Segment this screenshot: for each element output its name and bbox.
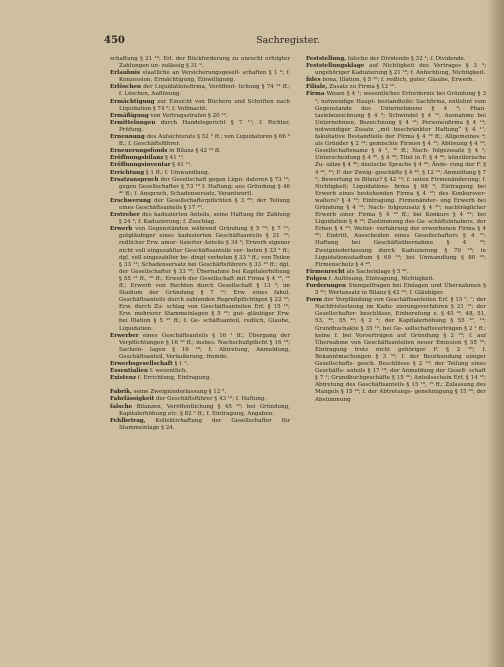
index-text: der Verpfändung von Geschäftsanteilen Erf. § 15 ⁵, ⁷; der Nachfristsetzung im Kadu- zierungsverfahren § 21 ¹²; der Gesellschafter- beschlüsse, Einberufung x. § 45 ³⁰, 48, 51, 53, ⁴⁹, 55 ⁴⁰; § 2 ⁴; der Kapitalerhöhung § 55 ¹⁸, ¹⁹; Grundbuchakte § 35 ¹³; bei Ge- sellschaftsverträgen § 2 ⁵ ff.; keine f. bei Vorverträgen auf Gründung § 2 ²⁸; f. auf Übernahme von Geschäftsanteilen neuer Emission § 55 ²⁹; Eintragung trotz nicht gehöriger F. § 2 ²⁸; f. Bekanntmachungen § 3 ⁵⁰; f. der Beurkundung einiger Gesellschafts- gesch. Beschlüsse § 2 ¹⁹; der Teilung eines Geschäfts- anteils § 17 ¹⁸; der Anmeldung der Gesell- schaft § 7 ²; Grundbuchgeschäfte § 15 ²⁰; Anteilsschein Erf. § 14 ¹⁸; Abtretung des Geschäftsanteils § 15 ¹⁸, ¹⁹ ff.; Zulassung des Mangels § 15 ²⁸; f. der Abtretungs- genehmigung § 15 ³⁰; der Abstimmung <box>315 297 486 403</box>
index-term: Ernennung <box>110 134 145 141</box>
index-entry <box>110 212 290 226</box>
index-term: Firmenrecht <box>306 268 345 275</box>
index-entry <box>110 404 290 418</box>
index-term: Form <box>306 297 323 304</box>
index-entry <box>306 297 486 403</box>
index-entry <box>110 113 290 120</box>
index-term: Feststellungsklage <box>306 63 365 70</box>
index-term: Erlaubnis <box>110 70 141 77</box>
index-text: schaftung § 21 ¹⁶; Erl. der Rückforderung zu unrecht erfolgter Zahlungen un- zulässig § 31 ⁹. <box>110 56 290 70</box>
index-text: Wesen § 4 ¹; wesentliches Erfordernis bei Gründung § 3 ²; notwendige Haupt- bestandteile: Sachfirma, entlehnt vom Gegenstande des Unternehmens § 4 ⁴; Phan- tasiebezeichnung § 4 ⁸; Schwindel § 4 ¹⁰, Ausnahme bei Unternehmen, Bezeichnung § 4 ¹³; Personenfirma § 4 ¹⁴; notwendiger Zusatz „mit beschränkter Haftung“ § 4 ¹⁷; fakultative Bestandteile der Firma § 4 ¹⁹ ff.; Allgemeines ⁴; als Gründer § 2 ¹⁴; gemischte Firmen § 4 ¹⁹; Ablösung § 4 ²⁴; Gesellschaftsname § 4 ³, ²⁶ ff.; Nach- folgezusatz § 4 ³; Unterscheidung § 4 ³⁶, § 4 ³⁸; Titel in F. § 4 ⁴⁰; künstlerische Zu- sätze § 4 ⁴⁰; deutsche Sprache § 4 ⁴²; Ände- rung der F. § 4 ⁴², ⁴³; F. der Zweig- geschäfte § 4 ⁴⁴, § 12 ¹⁰; Anmeldung § 7 ²; Bewertung in Bilanz? § 42 ¹⁴; f. unten Firmenänderung; f. Nichtigkeit; Liquidations- firma § 68 ⁸; Eintragung bei Erwerb eines bestehenden Firma § 4 ¹⁸; des Konkursver- walters? § 4 ¹⁸; Eintragung. Firmenänder- ung Erwerb bei Gründung § 4 ¹⁸; Nach- folgezusatz § 4 ²⁰; nachträglicher Erwerb einer Firma § 4 ²⁰ ff.; bei Konkurs § 4 ²⁴; bei Liquidation § 4 ²⁴; Zustimmung des Ge- schäftsinhabers, der Erben § 4 ²⁸; Weiter- verfahrung der erworbenen Firma § 4 ³⁹; Eintritt, Ausscheiden eines Gesellschafters § 4 ³¹; Haftung bei Geschäftsübernahme § 4 ³⁴; Zweigniederlassung durch Kaduzierung § 70 ¹⁸; in Liquidationsstadium § 69 ¹⁰; bei Umwandlung § 80 ²⁰; Firmenschutz § 4 ⁴⁸. <box>315 91 486 268</box>
index-text: § 41 ¹². <box>163 155 185 162</box>
index-term: Folgen <box>306 275 327 282</box>
index-entry <box>110 333 290 361</box>
index-term: Erstreber <box>110 212 140 219</box>
index-term: Feststellung, <box>306 56 347 62</box>
index-text: Zusatz zu Firma § 12 ¹⁰. <box>327 84 397 91</box>
left-column <box>110 56 290 432</box>
index-text: f. Auflösung, Eintragung, Nichtigkeit. <box>326 275 435 282</box>
index-entry <box>110 177 290 198</box>
index-term: Fahrlässigkeit <box>110 396 155 403</box>
index-text: bona, Illation, § 5 ²⁵; f. redlich, guter, Glaube, Erwerb. <box>320 77 474 84</box>
index-entry <box>110 84 290 98</box>
index-entry <box>110 375 290 382</box>
index-text: durch Handelsgericht § 7 ¹⁷; f. Richter, Prüfung. <box>119 119 290 133</box>
index-term: Erwerbsgesellschaft <box>110 361 173 368</box>
index-entry <box>110 396 290 403</box>
index-entry <box>110 226 290 332</box>
index-entry <box>110 198 290 212</box>
index-entry <box>110 368 290 375</box>
index-term: Eröffnungsinventar <box>110 162 171 169</box>
index-entry <box>306 283 486 297</box>
right-column <box>306 56 486 404</box>
index-text: staatliche an Versicherungsgesell- schaften § 1 ⁹; f. Konzession, Ermächtigung, Einwilligung. <box>119 70 290 84</box>
index-text: zur Einsicht von Büchern und Schriften nach Liquidation § 74 ⁸; f. Vollmacht. <box>119 98 290 112</box>
index-term: Errichtung <box>110 169 145 176</box>
index-term: Forderungen <box>306 283 347 289</box>
index-entry <box>110 56 290 70</box>
index-text: als Sacheinlage § 5 ⁴⁰. <box>344 268 409 275</box>
index-term: Ermächtigung <box>110 98 155 105</box>
index-entry <box>110 170 290 177</box>
index-entry <box>110 162 290 169</box>
index-text: auf Nichtigkeit des Vertrages § 3 ³; ungehöriger Kaduzierung § 21 ¹⁸; f. Anfechtung, Nichtigkeit. <box>315 63 486 77</box>
index-text: des kaduzierten Anteils, seine Haftung für Zahlung § 24 ²; f. Kaduzierung; f. Zuschlag. <box>119 212 290 226</box>
index-term: Fabrik, <box>110 389 132 396</box>
index-entry <box>306 63 486 77</box>
index-text: der Liquidationsfirma, Veröffent- lichung § 74 ¹⁴ ff.; f. Löschen, Auflösung. <box>119 84 290 98</box>
index-entry <box>110 134 290 148</box>
index-term: Ermäßigung <box>110 112 149 119</box>
index-term: Ersatzanspruch <box>110 176 159 183</box>
index-term: Erneuerungsfonds <box>110 148 168 155</box>
index-term: Filiale, <box>306 84 328 91</box>
index-entry <box>306 276 486 283</box>
index-text: der Gesellschaft gegen Liqui- datoren § 73 ¹⁵; gegen Gesellschafter § 73 ¹⁸ f. Haftung; aus Gründung § 46 ³⁰ ff.; f. Anspruch, Schadensersatz, Verantwortl. <box>119 176 290 197</box>
index-entry <box>110 99 290 113</box>
index-text: seine Zweigniederlassung § 12 ⁵. <box>131 389 227 396</box>
index-text: f. wesentlich. <box>148 368 188 375</box>
index-text: der Geschäftsführer § 43 ¹⁰; f. Haftung. <box>154 396 267 403</box>
index-term: Erschwerung <box>110 197 151 204</box>
index-text: eines Geschäftsanteils § 16 ¹ ff.; Übergang der Verpflichtungen § 16 ¹⁸ ff.; insbes. Nachschußpflicht § 16 ¹⁸; Sachein- lagen § 16 ¹⁸; f. Abtretung, Anmeldung, Geschäftsanteil, Veräußerung, fremde. <box>119 332 290 360</box>
index-text: des Aufsichtsrats § 52 ⁵ ff.; von Liquidatoren § 66 ⁶ ff.; f. Geschäftsführer. <box>119 134 290 148</box>
page-number: 450 <box>104 35 125 46</box>
index-entry <box>110 120 290 134</box>
index-entry <box>110 361 290 368</box>
index-entry <box>110 70 290 84</box>
index-term: Fehlbetrag, <box>110 417 146 424</box>
index-text: in Bilanz § 42 ¹⁹ ff. <box>167 148 221 155</box>
index-text: von Gegenständen während Gründung § 5 ⁵⁰; § 7 ¹²; gutgläubiger eines kaduzierten Geschäftsanteils § 21 ²²; redlicher Erw. amor- tisierter Anteile § 34 ⁵; Erwerb eigener nicht voll eingezahlter Geschäftsanteile ver- boten § 33 ² ff.; dgl. voll eingezahlter be- dingt verboten § 33 ⁵ ff.; von Teilen § 33 ¹¹; Schadensersatz bei Geschäftsführers § 33 ¹⁶ ff.; dgl. der Gesellschafter § 33 ¹⁸; Übernahme bei Kapitalerhöhung § 55 ¹³ ff., ⁵⁶ ff.; Erwerb der Gesellschaft mit Firma § 4 ¹⁸, ²² ff.; Erwerb von Rechten durch Gesellschaft § 13 ⁶; im Stadium der Gründung § 7 ¹²; Erw. eines fakul. Geschäftsanteils durch zahlenden Regreßpflichtigen § 22 ²²; Erw. durch Zu- schlag von Geschäftsanteilen Erf. § 15 ¹⁶; Erw. mehrerer Stammeinlagen § 5 ²²; gut- gläubiger Erw. bei Illation § 5 ²⁵ ff.; f. Ge- schäftsanteil, redlich, Glaube, Liquidation. <box>119 226 290 332</box>
index-text: f. Errichtung, Eintragung. <box>136 375 212 382</box>
index-term: Erwerber <box>110 332 139 339</box>
index-text: Stempelfragen bei Einlagen und Übernahmen § 5 ⁵⁰; Wertansatz in Bilanz § 42 ³⁰; f. Gläubiger. <box>315 283 486 297</box>
page-header <box>104 35 472 49</box>
index-text: Kollektivhaftung der Gesellschafter für Stammeinlage § 24. <box>119 417 290 431</box>
running-head: Sachregister. <box>256 35 320 46</box>
index-term: Erwerb <box>110 226 133 233</box>
index-term: Erlöschen <box>110 84 142 91</box>
index-entry <box>306 269 486 276</box>
index-term: Existenz <box>110 375 137 382</box>
index-text: § 41 ¹². <box>170 162 192 169</box>
index-entry <box>306 91 486 268</box>
index-entry <box>110 418 290 432</box>
index-text: Bilanzen, Veröffentlichung § 45 ¹⁹; bei Gründung, Kapitalerhöhung etc. § 82 ⁵ ff.; f. Eintragung, Angaben. <box>119 403 290 417</box>
index-term: falsche <box>110 403 133 410</box>
index-term: Essentialien <box>110 368 149 375</box>
index-text: der Gesellschafterpflichten § 3 ⁸⁵; der Teilung eines Geschäftsanteils § 17 ¹⁰. <box>119 197 290 211</box>
index-text: von Vertragsstrafen § 20 ¹⁰. <box>148 112 228 119</box>
index-term: Eröffnungsbilanz <box>110 155 164 162</box>
index-term: fides <box>306 77 321 84</box>
index-text: § 1 ff.; f. Umwandlung. <box>144 169 210 176</box>
index-term: Ermittelungen <box>110 119 156 126</box>
index-text: falsche der Dividende § 32 ¹; f. Dividende. <box>346 56 466 62</box>
index-term: Firma <box>306 91 325 98</box>
index-text: § 1 ². <box>172 361 189 368</box>
